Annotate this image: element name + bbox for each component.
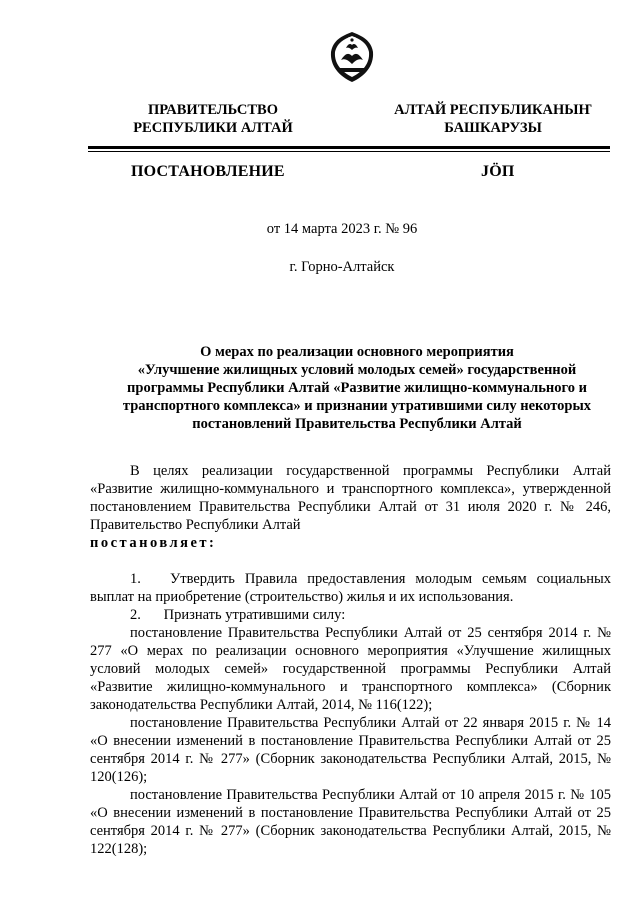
repealed-act-1: постановление Правительства Республики Алтай от 25 сентября 2014 г. № 277 «О мерах по реализации основного мероприятия «Улучшение жилищных условий молодых семей» государственной программы Республики Алтай «Развитие жилищно-коммунального и транспортного комплекса» (Сборник законодательства Республики Алтай, 2014, № 116(122); xyxy=(90,625,611,713)
item-2 xyxy=(90,606,611,624)
header-divider-thick xyxy=(88,146,610,149)
intro-paragraph xyxy=(90,462,611,534)
decree-title-alt: JÖП xyxy=(481,163,515,180)
item-1-number: 1. xyxy=(130,571,141,587)
header-right-line1: АЛТАЙ РЕСПУБЛИКАНЫҤ xyxy=(394,102,592,118)
header-left xyxy=(118,101,308,137)
item-1-text: Утвердить Правила предоставления молодым семьям социальных выплат на приобретение (строительство) жилья и их использования. xyxy=(90,571,611,605)
subject-line: О мерах по реализации основного мероприятия xyxy=(200,344,514,360)
decree-body xyxy=(90,462,611,858)
header-right xyxy=(378,101,608,137)
subject-line: программы Республики Алтай «Развитие жилищно-коммунального и xyxy=(127,380,587,396)
decree-title-ru: ПОСТАНОВЛЕНИЕ xyxy=(131,163,285,180)
header-left-line2: РЕСПУБЛИКИ АЛТАЙ xyxy=(133,120,293,136)
repealed-act-2: постановление Правительства Республики Алтай от 22 января 2015 г. № 14 «О внесении изменений в постановление Правительства Республики Алтай от 25 сентября 2014 г. № 277» (Сборник законодательства Республики Алтай, 2015, № 120(126); xyxy=(90,715,611,785)
decree-date-number: от 14 марта 2023 г. № 96 xyxy=(266,221,418,237)
item-1 xyxy=(90,570,611,606)
header-left-line1: ПРАВИТЕЛЬСТВО xyxy=(148,102,278,118)
repealed-act-3: постановление Правительства Республики Алтай от 10 апреля 2015 г. № 105 «О внесении изменений в постановление Правительства Республики Алтай от 25 сентября 2014 г. № 277» (Сборник законодательства Республики Алтай, 2015, № 122(128); xyxy=(90,787,611,857)
decree-subject xyxy=(102,343,612,433)
item-2-text: Признать утратившими силу: xyxy=(163,607,346,623)
subject-line: «Улучшение жилищных условий молодых семей» государственной xyxy=(137,362,577,378)
header-divider-thin xyxy=(88,151,610,152)
intro-text: В целях реализации государственной программы Республики Алтай «Развитие жилищно-коммунального и транспортного комплекса», утвержденной постановлением Правительства Республики Алтай от 31 июля 2020 г. № 246, Правительство Республики Алтай xyxy=(90,463,611,533)
subject-line: постановлений Правительства Республики Алтай xyxy=(192,416,522,432)
subject-line: транспортного комплекса» и признании утратившими силу некоторых xyxy=(122,398,592,414)
resolves-word: постановляет: xyxy=(90,535,217,551)
decree-city: г. Горно-Алтайск xyxy=(289,259,395,275)
coat-of-arms-icon xyxy=(329,30,375,84)
header-right-line2: БАШКАРУЗЫ xyxy=(444,120,542,136)
item-2-number: 2. xyxy=(130,607,141,623)
